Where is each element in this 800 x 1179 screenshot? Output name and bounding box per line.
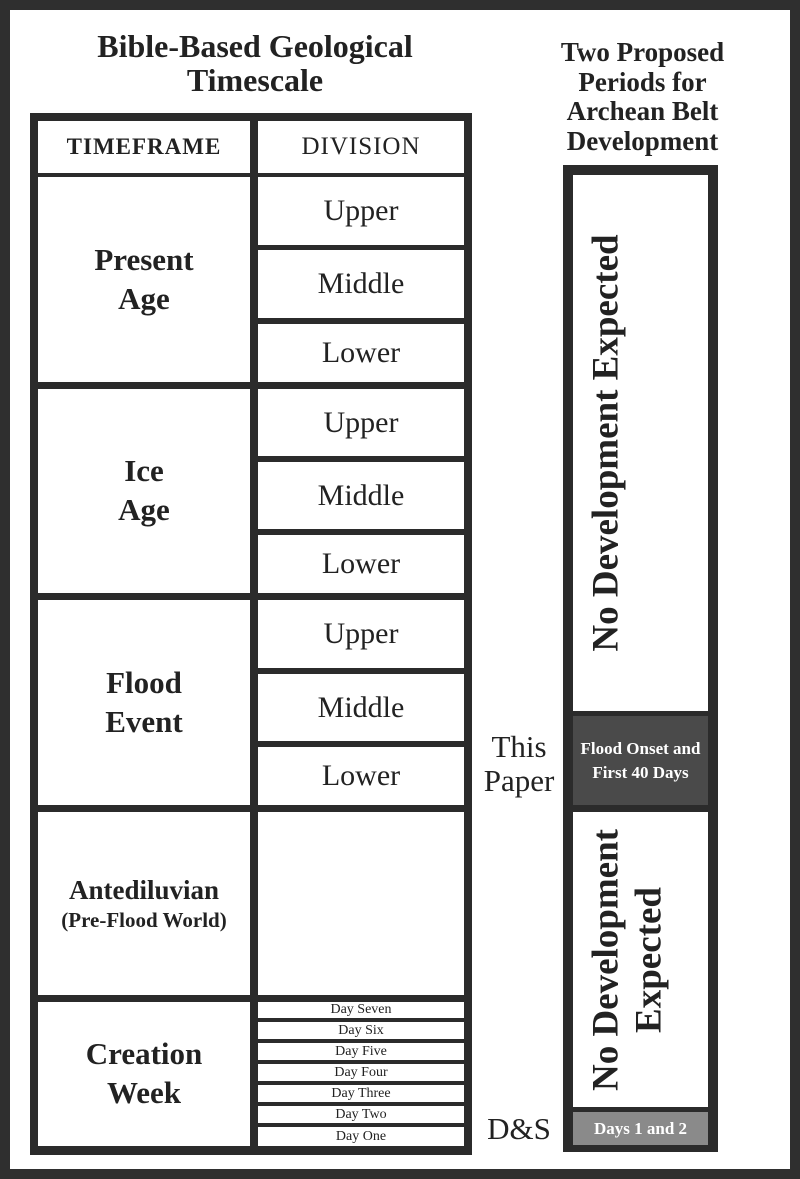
division-antediluvian-empty [258,812,464,995]
header-division: DIVISION [258,121,464,173]
division-flood-upper: Upper [258,600,464,668]
division-day-one: Day One [258,1127,464,1146]
timeframe-present-age: Present Age [38,177,250,382]
division-day-two: Day Two [258,1106,464,1123]
header-timeframe: TIMEFRAME [38,121,250,173]
days-box: Days 1 and 2 [573,1112,708,1145]
division-day-seven: Day Seven [258,1002,464,1018]
timeframe-flood-event: Flood Event [38,600,250,805]
division-ice-middle: Middle [258,462,464,529]
division-day-five: Day Five [258,1043,464,1060]
division-present-middle: Middle [258,250,464,318]
division-ice-upper: Upper [258,389,464,456]
timeframe-creation-week: Creation Week [38,1002,250,1146]
antediluvian-label: Antediluvian [68,875,220,906]
division-present-upper: Upper [258,177,464,245]
right-title: Two Proposed Periods for Archean Belt Development [560,37,725,157]
ds-label: D&S [487,1111,551,1146]
division-flood-lower: Lower [258,747,464,805]
timeframe-antediluvian [38,812,250,995]
this-paper-label: This Paper [483,729,555,799]
division-present-lower: Lower [258,324,464,382]
left-title: Bible-Based Geological Timescale [97,28,413,98]
division-day-four: Day Four [258,1064,464,1081]
upper-note-panel [573,175,708,711]
upper-note-text: No Development Expected [585,234,627,652]
timeframe-ice-age: Ice Age [38,389,250,593]
lower-note-text: No Development Expected [585,828,670,1092]
division-day-six: Day Six [258,1022,464,1039]
division-flood-middle: Middle [258,674,464,741]
division-ice-lower: Lower [258,535,464,593]
flood-onset-box: Flood Onset and First 40 Days [573,716,708,805]
antediluvian-sublabel: (Pre-Flood World) [61,907,227,932]
division-day-three: Day Three [258,1085,464,1102]
lower-note-panel [573,812,708,1107]
